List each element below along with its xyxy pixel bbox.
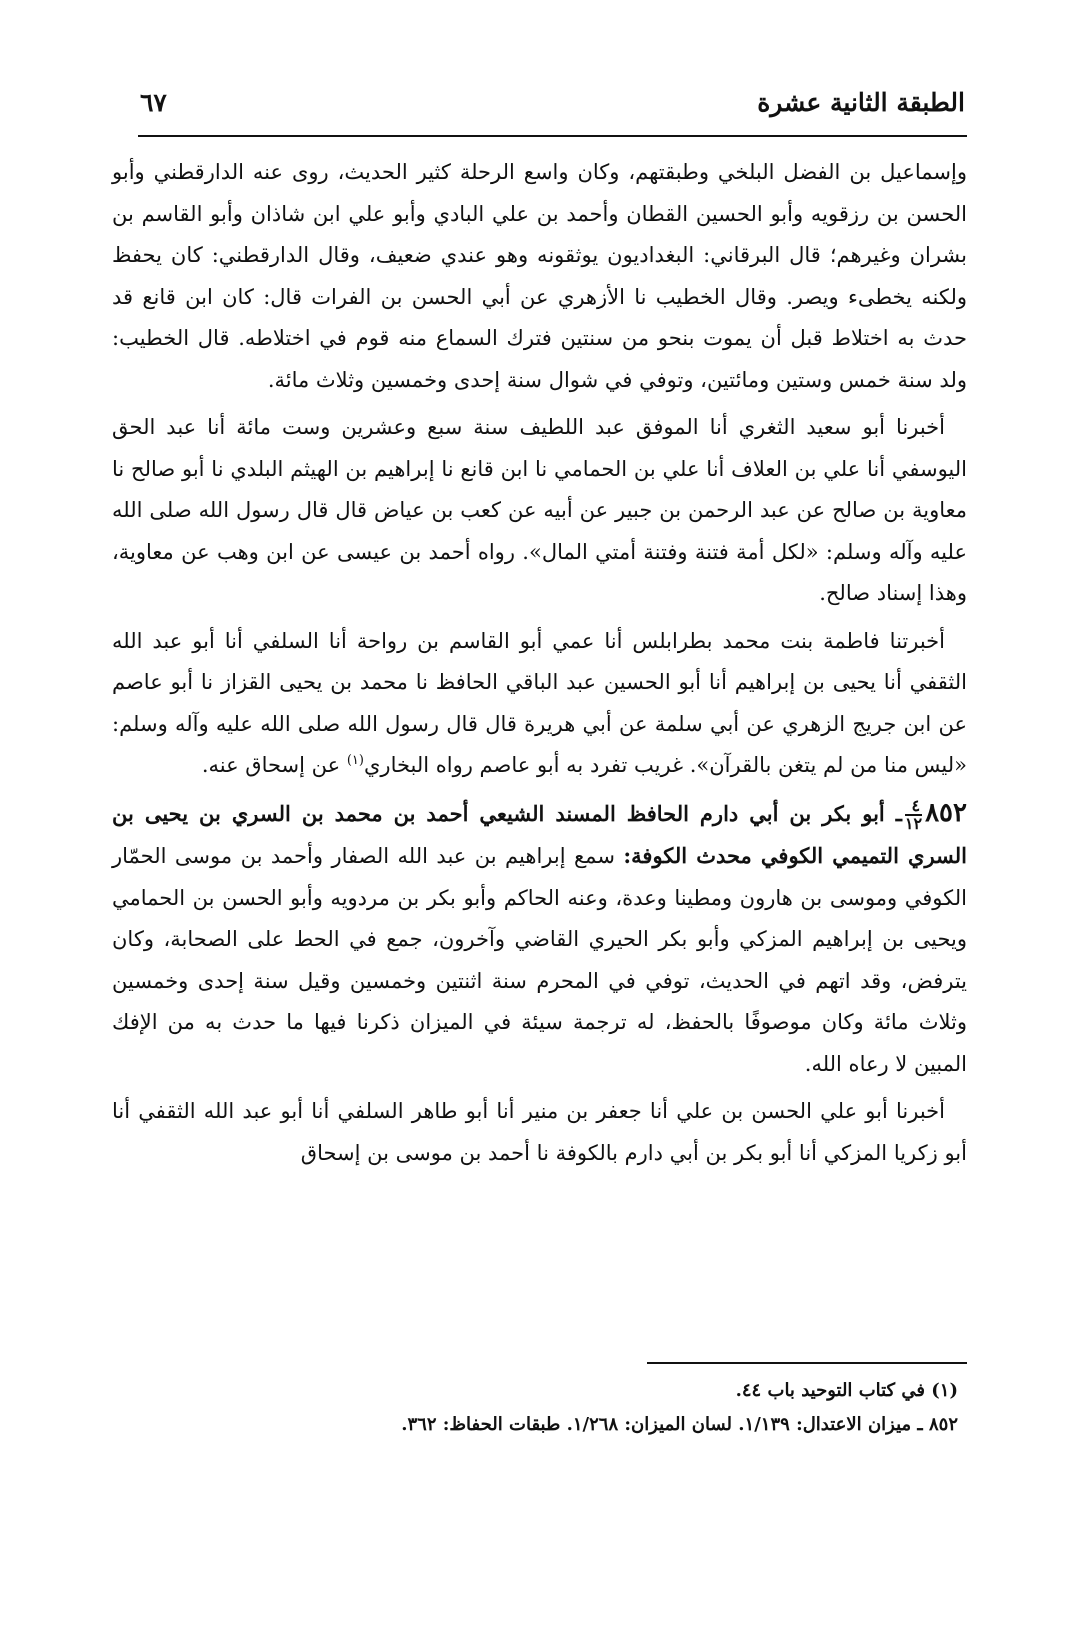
page-number: ٦٧ xyxy=(140,88,167,117)
entry-number: ٨٥٢ xyxy=(925,797,967,828)
hadith-chain-2-tail: عن إسحاق عنه. xyxy=(201,753,347,777)
paragraph-hadith-chain-3: أخبرنا أبو علي الحسن بن علي أنا جعفر بن منير أنا أبو طاهر السلفي أنا أبو عبد الله الثقفي أنا أبو زكريا المزكي أنا أبو بكر بن أبي دارم بالكوفة نا أحمد بن موسى بن إسحاق xyxy=(112,1099,967,1165)
paragraph-biography-continuation: وإسماعيل بن الفضل البلخي وطبقتهم، وكان واسع الرحلة كثير الحديث، روى عنه الدارقطني وأبو الحسن بن رزقويه وأبو الحسين القطان وأحمد بن علي البادي وأبو علي ابن شاذان وأبو القاسم بن بشران وغيرهم؛ قال البرقاني: البغداديون يوثقونه وهو عندي ضعيف، وقال الدارقطني: كان يحفظ ولكنه يخطىء ويصر. وقال الخطيب نا الأزهري عن أبي الحسن بن الفرات قال: كان ابن قانع قد حدث به اختلاط قبل أن يموت بنحو من سنتين فترك السماع منه قوم في اختلاطه. قال الخطيب: ولد سنة خمس وستين ومائتين، وتوفي في شوال سنة إحدى وخمسين وثلاث مائة. xyxy=(112,160,967,392)
running-title: الطبقة الثانية عشرة xyxy=(757,88,965,117)
entry-heading: ـ أبو بكر بن أبي دارم الحافظ المسند الشيعي أحمد بن محمد بن السري بن يحيى بن السري التميمي الكوفي محدث الكوفة: xyxy=(112,800,967,868)
entry-fraction xyxy=(905,798,922,832)
footnote-marker: (١) xyxy=(346,753,364,768)
footnotes xyxy=(112,1374,958,1442)
main-text xyxy=(112,152,967,1180)
footnote-852-sources: ٨٥٢ ـ ميزان الاعتدال: ١/١٣٩. لسان الميزان: ١/٢٦٨. طبقات الحفاظ: ٣٦٢. xyxy=(401,1414,958,1435)
entry-852 xyxy=(112,793,967,1086)
paragraph-hadith-chain-1: أخبرنا أبو سعيد الثغري أنا الموفق عبد اللطيف سنة سبع وعشرين وست مائة أنا عبد الحق اليوسفي أنا علي بن العلاف أنا علي بن الحمامي نا ابن قانع نا إبراهيم بن الهيثم البلدي نا أبو صالح نا معاوية بن صالح عن عبد الرحمن بن جبير عن أبيه عن كعب بن عياض قال قال رسول الله صلى الله عليه وآله وسلم: «لكل أمة فتنة وفتنة أمتي المال». رواه أحمد بن عيسى عن ابن وهب عن معاوية، وهذا إسناد صالح. xyxy=(112,415,967,605)
page-header xyxy=(140,88,965,124)
entry-fraction-top: ٤ xyxy=(905,798,922,816)
entry-fraction-bottom: ١٢ xyxy=(904,814,923,833)
entry-body: سمع إبراهيم بن عبد الله الصفار وأحمد بن موسى الحمّار الكوفي وموسى بن هارون ومطينا وعدة، وعنه الحاكم وأبو بكر بن مردويه وأبو الحسن بن الحمامي ويحيى بن إبراهيم المزكي وأبو بكر الحيري القاضي وآخرون، جمع في الحط على الصحابة، وكان يترفض، وقد اتهم في الحديث، توفي في المحرم سنة اثنتين وخمسين وقيل سنة إحدى وخمسين وثلاث مائة وكان موصوفًا بالحفظ، له ترجمة سيئة في الميزان ذكرنا فيها ما حدث به من الإفك المبين لا رعاه الله. xyxy=(112,844,967,1076)
footnote-1: (١) في كتاب التوحيد باب ٤٤. xyxy=(735,1380,958,1401)
hadith-chain-2-text: أخبرتنا فاطمة بنت محمد بطرابلس أنا عمي أبو القاسم بن رواحة أنا السلفي أنا أبو عبد الله الثقفي أنا يحيى بن إبراهيم أنا أبو الحسين عبد الباقي الحافظ نا محمد بن يحيى القزاز نا أبو عاصم عن ابن جريج الزهري عن أبي سلمة عن أبي هريرة قال قال رسول الله صلى الله عليه وآله وسلم: «ليس منا من لم يتغن بالقرآن». غريب تفرد به أبو عاصم رواه البخاري xyxy=(112,628,967,777)
paragraph-hadith-chain-2 xyxy=(112,621,967,787)
header-rule xyxy=(138,135,967,137)
footnote-rule xyxy=(647,1362,967,1364)
